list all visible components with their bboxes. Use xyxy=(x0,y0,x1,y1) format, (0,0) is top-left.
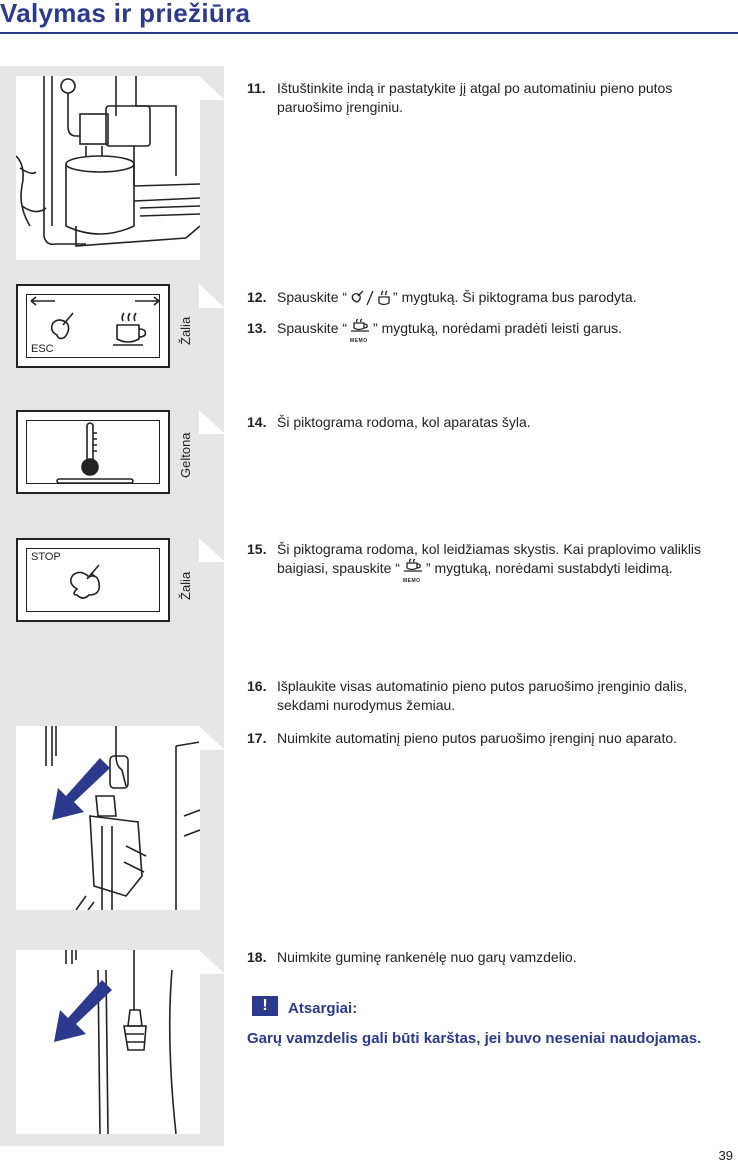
figure-pointer xyxy=(199,726,225,750)
step-text: Ištuštinkite indą ir pastatykite jį atgal po automatiniu pieno putos paruošimo įrenginiu. xyxy=(277,80,673,115)
page-number: 39 xyxy=(718,1148,733,1163)
step-13 xyxy=(247,319,733,345)
color-label-yellow: Geltona xyxy=(178,432,193,478)
step-text-pre: Spauskite “ xyxy=(277,320,348,336)
step-12 xyxy=(247,288,733,307)
figure-pointer xyxy=(199,284,225,308)
memo-label: MEMO xyxy=(350,338,368,345)
step-number: 18. xyxy=(247,949,267,965)
lcd-stop-label: STOP xyxy=(31,551,61,563)
step-text-pre: Spauskite “ xyxy=(277,289,348,305)
page-title: Valymas ir priežiūra xyxy=(0,0,251,28)
frother-menu-icon xyxy=(347,289,393,307)
step-18 xyxy=(247,948,733,967)
step-number: 16. xyxy=(247,678,267,694)
step-17 xyxy=(247,729,733,748)
figure-pointer xyxy=(199,76,225,100)
step-number: 13. xyxy=(247,320,267,336)
figure-pointer xyxy=(199,410,225,434)
lcd-screen-stop xyxy=(16,538,170,622)
warning-icon: ! xyxy=(252,996,278,1016)
warning-text: Garų vamzdelis gali būti karštas, jei buvo neseniai naudojamas. xyxy=(247,1030,702,1047)
step-text: Nuimkite guminę rankenėlę nuo garų vamzdelio. xyxy=(277,949,577,965)
step-text: Nuimkite automatinį pieno putos paruošimo įrenginį nuo aparato. xyxy=(277,730,678,746)
step-11 xyxy=(247,79,733,117)
lcd-screen-menu xyxy=(16,284,170,368)
step-text: Ši piktograma rodoma, kol aparatas šyla. xyxy=(277,414,531,430)
step-text: Išplaukite visas automatinio pieno putos paruošimo įrenginio dalis, sekdami nurodymus žemiau. xyxy=(277,678,688,713)
step-15 xyxy=(247,540,733,585)
step-number: 14. xyxy=(247,414,267,430)
memo-label: MEMO xyxy=(402,578,421,585)
step-16 xyxy=(247,677,733,715)
figure-pointer xyxy=(199,950,225,974)
figure-remove-frother xyxy=(16,726,200,910)
color-label-green-2: Žalia xyxy=(178,571,193,600)
memo-button-icon xyxy=(400,559,426,585)
step-text-post: ” mygtuką. Ši piktograma bus parodyta. xyxy=(393,289,637,305)
lcd-screen-heating xyxy=(16,410,170,494)
step-text-pre: Ši piktograma rodoma, kol leidžiamas skystis. Kai praplovimo valiklis baigiasi, spauskite “ xyxy=(277,541,702,576)
warning-title: Atsargiai: xyxy=(288,1000,358,1017)
figure-pointer xyxy=(199,538,225,562)
step-number: 12. xyxy=(247,289,267,305)
step-14 xyxy=(247,413,733,432)
lcd-esc-label: ESC xyxy=(31,343,54,355)
figure-milk-container xyxy=(16,76,200,260)
step-number: 17. xyxy=(247,730,267,746)
step-text-post: ” mygtuką, norėdami sustabdyti leidimą. xyxy=(425,560,673,576)
memo-button-icon xyxy=(347,319,373,345)
step-text-post: ” mygtuką, norėdami pradėti leisti garus. xyxy=(373,320,623,336)
color-label-green-1: Žalia xyxy=(178,316,193,345)
title-rule xyxy=(0,32,738,34)
step-number: 11. xyxy=(247,80,266,96)
figure-remove-grip xyxy=(16,950,200,1134)
step-number: 15. xyxy=(247,541,267,557)
